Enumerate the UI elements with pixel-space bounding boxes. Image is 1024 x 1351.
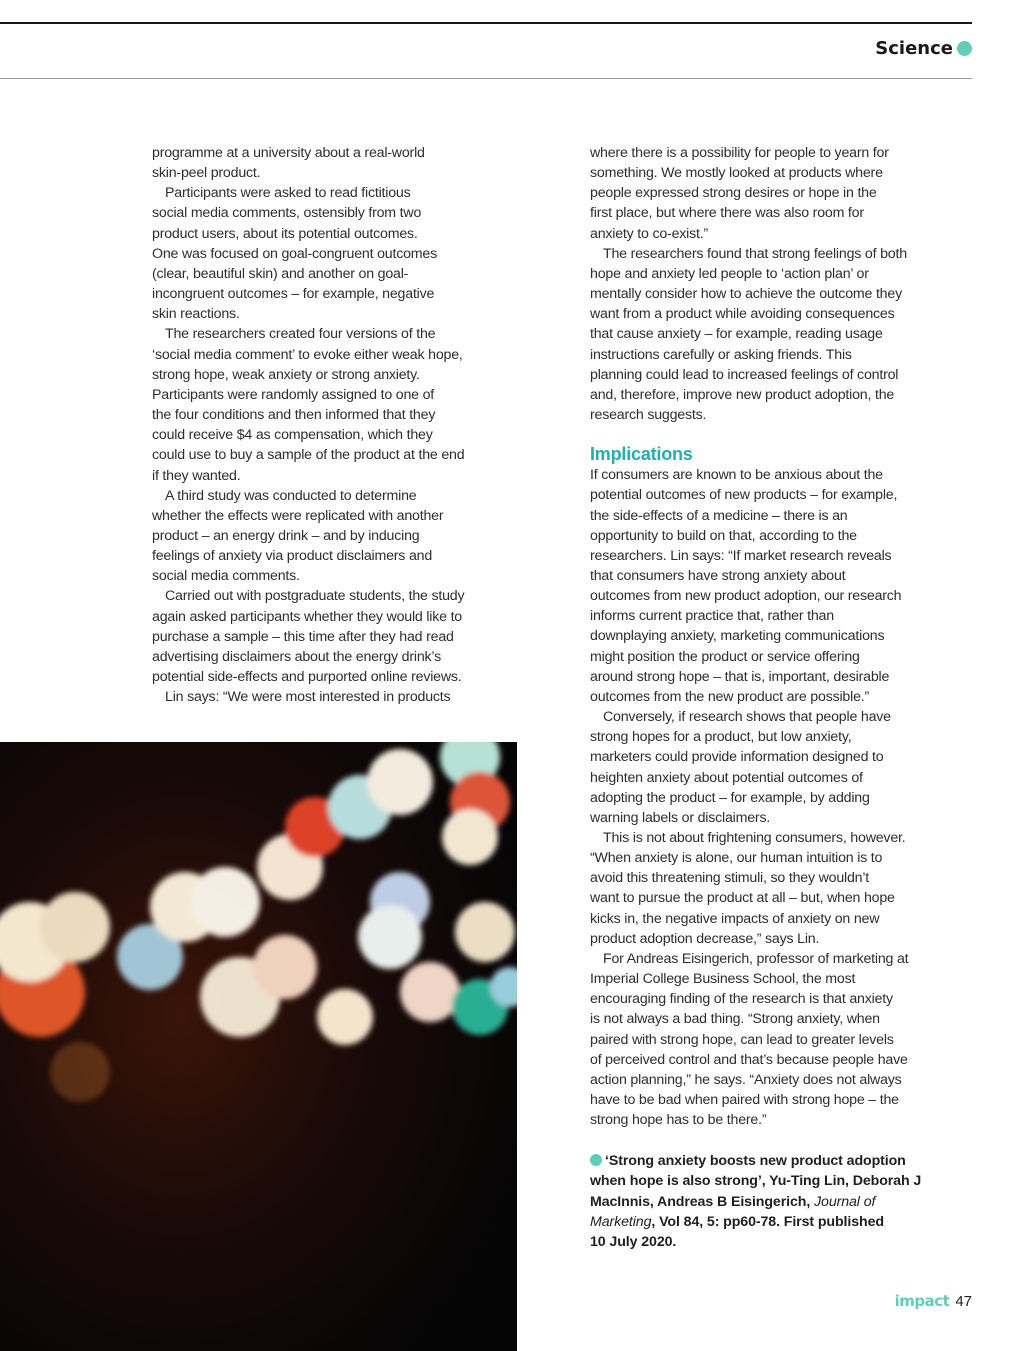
text-line: The researchers created four versions of the [165, 326, 436, 343]
text-line: Participants were randomly assigned to one of [152, 386, 435, 403]
text-line: Lin says: “We were most interested in products [165, 689, 451, 706]
text-line: advertising disclaimers about the energy drink’s [152, 648, 442, 665]
paragraph [590, 244, 920, 425]
citation-journal: Journal of [814, 1193, 876, 1210]
text-line: social media comments, ostensibly from two [152, 205, 422, 222]
text-line: This is not about frightening consumers, however. [603, 830, 906, 846]
paragraph [590, 707, 920, 828]
page-footer [895, 1292, 972, 1310]
left-column [152, 143, 482, 707]
text-line: and, therefore, improve new product adoption, the [590, 386, 895, 403]
text-line: anxiety to co-exist.” [590, 225, 709, 242]
text-line: first place, but where there was also room for [590, 205, 864, 222]
text-line: A third study was conducted to determine [165, 487, 417, 504]
text-line: could receive $4 as compensation, which they [152, 427, 433, 444]
text-line: potential outcomes of new products – for example, [590, 487, 898, 504]
text-line: want from a product while avoiding consequences [590, 306, 895, 323]
text-line: heighten anxiety about potential outcomes of [590, 769, 863, 786]
text-line: potential side-effects and purported online reviews. [152, 669, 462, 686]
text-line: could use to buy a sample of the product at the end [152, 447, 465, 464]
text-line: purchase a sample – this time after they had read [152, 628, 454, 645]
text-line: downplaying anxiety, marketing communications [590, 628, 885, 645]
paragraph [152, 324, 482, 485]
text-line: the four conditions and then informed that they [152, 407, 436, 424]
text-line: where there is a possibility for people to yearn for [590, 145, 889, 161]
text-line: encouraging finding of the research is that anxiety [590, 991, 893, 1008]
text-line: warning labels or disclaimers. [590, 809, 771, 826]
text-line: strong hopes for a product, but low anxiety, [590, 729, 852, 746]
paragraph [152, 687, 482, 707]
text-line: whether the effects were replicated with another [152, 507, 444, 524]
paragraph [152, 586, 482, 687]
text-line: something. We mostly looked at products where [590, 165, 883, 182]
section-title: Science [875, 38, 953, 59]
paragraph [152, 143, 482, 183]
text-line: Imperial College Business School, the most [590, 971, 856, 988]
text-line: again asked participants whether they would like to [152, 608, 462, 625]
citation-date: 10 July 2020. [590, 1234, 677, 1251]
text-line: incongruent outcomes – for example, negative [152, 286, 435, 303]
text-line: paired with strong hope, can lead to greater levels [590, 1031, 894, 1048]
text-line: marketers could provide information designed to [590, 749, 884, 766]
paragraph [152, 486, 482, 587]
citation-line: ‘Strong anxiety boosts new product adoption [605, 1153, 906, 1169]
citation-dot-icon [590, 1154, 602, 1166]
right-column-bottom [590, 465, 920, 1130]
bokeh-image [0, 742, 517, 1351]
header-rule [0, 78, 972, 79]
text-line: that cause anxiety – for example, reading usage [590, 326, 883, 343]
text-line: informs current practice that, rather than [590, 608, 834, 625]
text-line: research suggests. [590, 407, 707, 424]
text-line: is not always a bad thing. “Strong anxiety, when [590, 1011, 880, 1028]
text-line: Conversely, if research shows that people have [603, 709, 891, 726]
citation-authors: MacInnis, Andreas B Eisingerich, [590, 1193, 815, 1210]
text-line: if they wanted. [152, 467, 241, 484]
text-line: instructions carefully or asking friends. This [590, 346, 852, 363]
text-line: kicks in, the negative impacts of anxiety on new [590, 910, 880, 927]
citation-line: when hope is also strong’, Yu-Ting Lin, Deborah J [590, 1173, 922, 1190]
citation [590, 1151, 921, 1252]
text-line: of perceived control and that’s because people have [590, 1051, 908, 1068]
text-line: If consumers are known to be anxious about the [590, 467, 883, 484]
text-line: researchers. Lin says: “If market research reveals [590, 547, 892, 564]
text-line: product – an energy drink – and by inducing [152, 527, 420, 544]
text-line: skin reactions. [152, 306, 240, 323]
paragraph [590, 465, 920, 707]
right-column-top [590, 143, 920, 425]
text-line: action planning,” he says. “Anxiety does not always [590, 1071, 902, 1088]
text-line: might position the product or service offering [590, 648, 860, 665]
magazine-logo: impact [894, 1292, 950, 1310]
text-line: around strong hope – that is, important, desirable [590, 668, 890, 685]
paragraph [152, 183, 482, 324]
text-line: One was focused on goal-congruent outcomes [152, 245, 437, 262]
text-line: skin-peel product. [152, 165, 261, 182]
right-column [590, 143, 920, 1130]
text-line: Carried out with postgraduate students, the study [165, 588, 465, 605]
text-line: opportunity to build on that, according to the [590, 527, 857, 544]
paragraph [590, 143, 920, 244]
text-line: strong hope has to be there.” [590, 1112, 767, 1129]
text-line: want to pursue the product at all – but, when hope [590, 890, 895, 907]
text-line: (clear, beautiful skin) and another on goal- [152, 265, 409, 282]
text-line: social media comments. [152, 568, 300, 585]
paragraph [590, 949, 920, 1130]
text-line: product users, about its potential outcomes. [152, 225, 418, 242]
text-line: The researchers found that strong feelings of both [603, 245, 907, 262]
text-line: adopting the product – for example, by adding [590, 789, 870, 806]
text-line: “When anxiety is alone, our human intuition is to [590, 850, 883, 867]
text-line: avoid this threatening stimuli, so they wouldn’t [590, 870, 870, 887]
text-line: ‘social media comment’ to evoke either weak hope, [152, 346, 463, 363]
text-line: outcomes from the new product are possible.” [590, 688, 870, 705]
text-line: outcomes from new product adoption, our research [590, 588, 902, 605]
paragraph [590, 828, 920, 949]
text-line: mentally consider how to achieve the outcome they [590, 286, 902, 303]
text-line: programme at a university about a real-world [152, 145, 425, 161]
text-line: have to be bad when paired with strong hope – the [590, 1092, 899, 1109]
section-dot-icon [957, 41, 972, 56]
text-line: people expressed strong desires or hope in the [590, 185, 877, 202]
text-line: For Andreas Eisingerich, professor of marketing at [603, 950, 909, 967]
text-line: the side-effects of a medicine – there is an [590, 507, 848, 524]
citation-details: , Vol 84, 5: pp60-78. First published [651, 1213, 884, 1230]
text-line: planning could lead to increased feelings of control [590, 366, 899, 383]
bokeh-lights-photo [0, 742, 517, 1351]
section-label [875, 38, 972, 59]
citation-journal: Marketing [590, 1213, 652, 1230]
text-line: strong hope, weak anxiety or strong anxiety. [152, 366, 420, 383]
implications-heading: Implications [590, 444, 693, 465]
text-line: hope and anxiety led people to ‘action plan’ or [590, 265, 869, 282]
text-line: product adoption decrease,” says Lin. [590, 930, 820, 947]
text-line: that consumers have strong anxiety about [590, 567, 846, 584]
text-line: feelings of anxiety via product disclaimers and [152, 548, 433, 565]
text-line: Participants were asked to read fictitious [165, 185, 411, 202]
top-rule [0, 22, 972, 24]
page-number: 47 [955, 1293, 972, 1310]
